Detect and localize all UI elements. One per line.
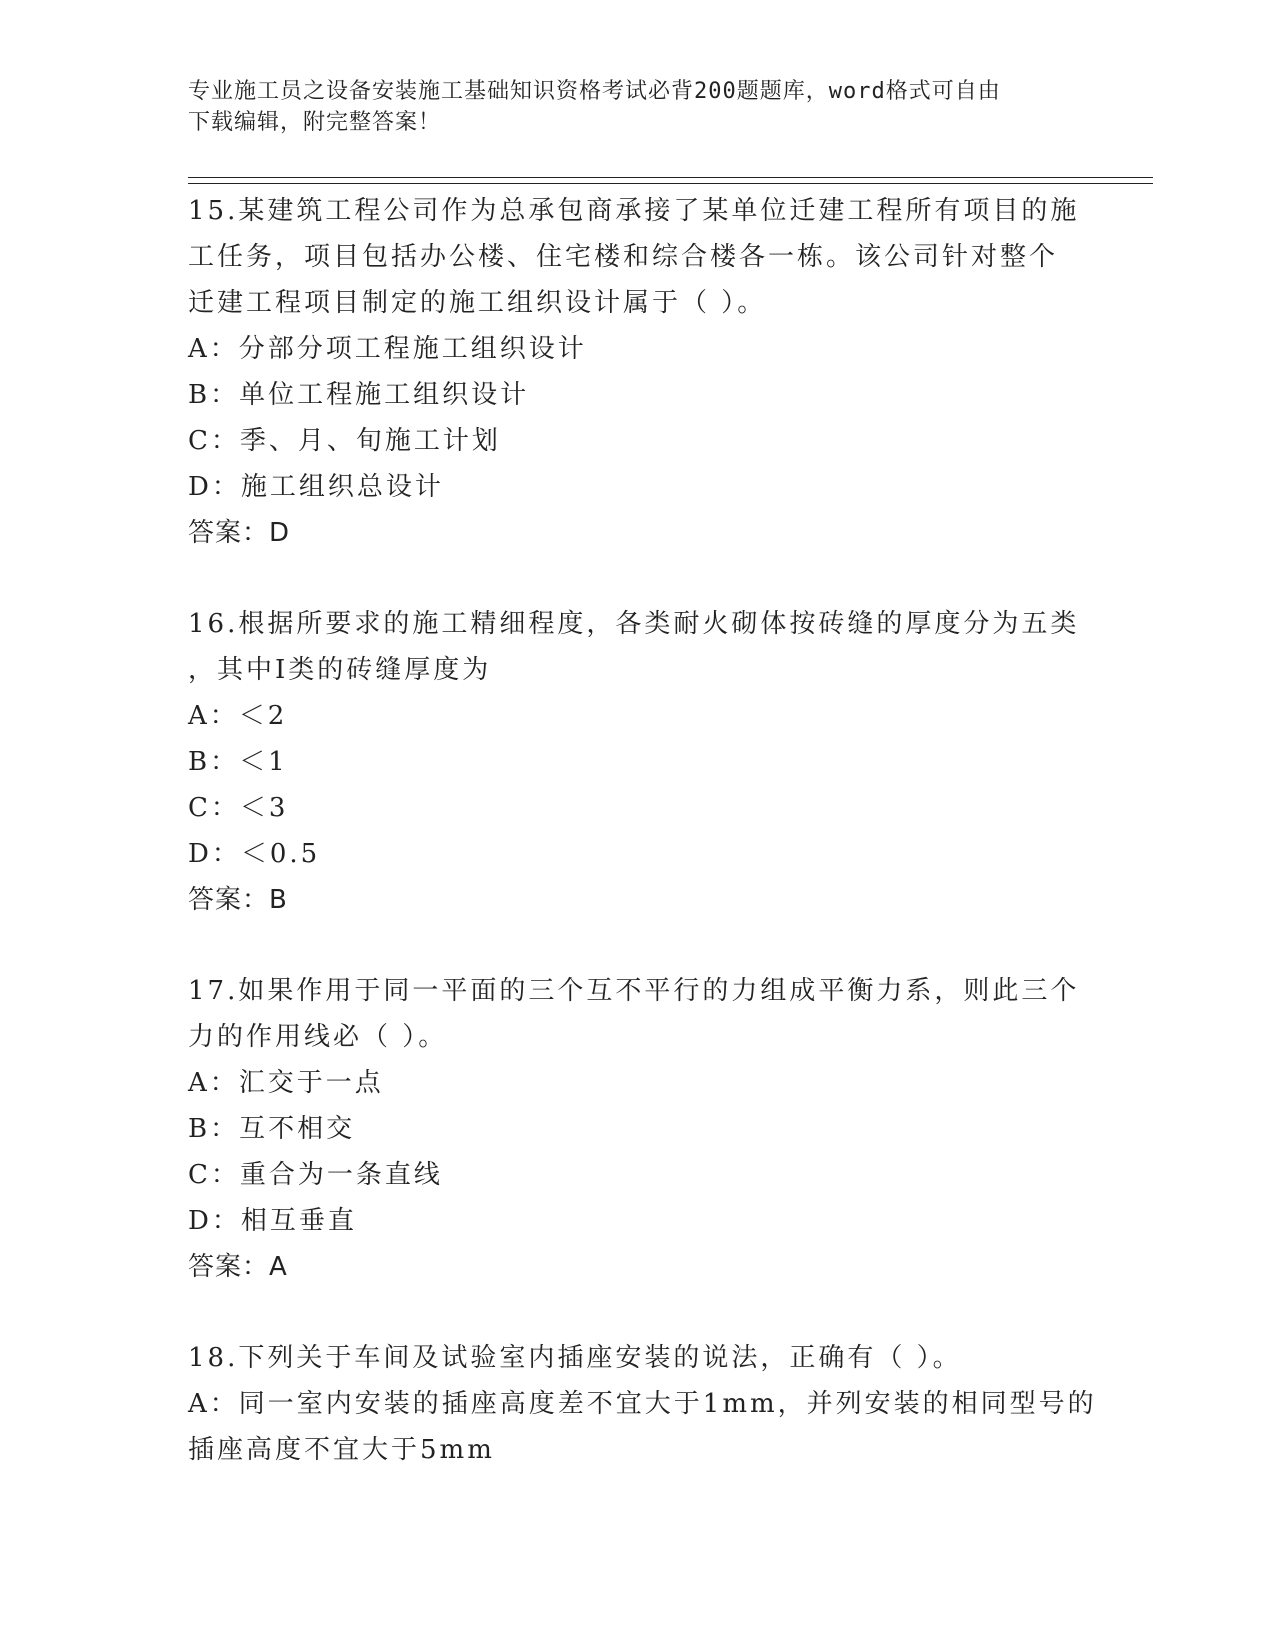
header-divider [188, 183, 1153, 184]
question-stem-line: 18.下列关于车间及试验室内插座安装的说法，正确有（ ）。 [188, 1343, 962, 1373]
question-stem-line: 迁建工程项目制定的施工组织设计属于（ ）。 [188, 288, 767, 318]
option-b: B：＜1 [188, 747, 288, 777]
header-divider [188, 177, 1153, 178]
option-b: B：单位工程施工组织设计 [188, 380, 530, 410]
answer-line: 答案：A [188, 1252, 288, 1282]
question-spacer [188, 556, 1088, 601]
question-stem-line: 力的作用线必（ ）。 [188, 1022, 448, 1052]
option-c: C：季、月、旬施工计划 [188, 426, 501, 456]
question-item [188, 601, 1088, 923]
option-a-continued: 插座高度不宜大于5mm [188, 1435, 495, 1465]
option-c: C：重合为一条直线 [188, 1160, 443, 1190]
question-stem-line: 17.如果作用于同一平面的三个互不平行的力组成平衡力系，则此三个 [188, 976, 1080, 1006]
option-a: A：＜2 [188, 701, 288, 731]
option-a: A：分部分项工程施工组织设计 [188, 334, 587, 364]
option-a: A：同一室内安装的插座高度差不宜大于1mm，并列安装的相同型号的 [188, 1389, 1097, 1419]
question-spacer [188, 1290, 1088, 1335]
option-b: B：互不相交 [188, 1114, 356, 1144]
option-d: D：相互垂直 [188, 1206, 357, 1236]
option-a: A：汇交于一点 [188, 1068, 384, 1098]
header-line: 专业施工员之设备安装施工基础知识资格考试必背200题题库，word格式可自由 [188, 79, 1001, 104]
question-stem-line: 16.根据所要求的施工精细程度，各类耐火砌体按砖缝的厚度分为五类 [188, 609, 1080, 639]
question-item [188, 1335, 1097, 1473]
answer-line: 答案：D [188, 518, 291, 548]
option-d: D：施工组织总设计 [188, 472, 444, 502]
option-c: C：＜3 [188, 793, 289, 823]
answer-line: 答案：B [188, 885, 288, 915]
document-header [188, 76, 1088, 138]
question-spacer [188, 923, 1088, 968]
option-d: D：＜0.5 [188, 839, 321, 869]
question-item [188, 188, 1088, 556]
question-list [188, 188, 1097, 1473]
question-item [188, 968, 1088, 1290]
question-stem-line: 15.某建筑工程公司作为总承包商承接了某单位迁建工程所有项目的施 [188, 196, 1080, 226]
header-line: 下载编辑，附完整答案！ [188, 110, 442, 135]
question-stem-line: ，其中Ⅰ类的砖缝厚度为 [188, 655, 492, 685]
question-stem-line: 工任务，项目包括办公楼、住宅楼和综合楼各一栋。该公司针对整个 [188, 242, 1059, 272]
